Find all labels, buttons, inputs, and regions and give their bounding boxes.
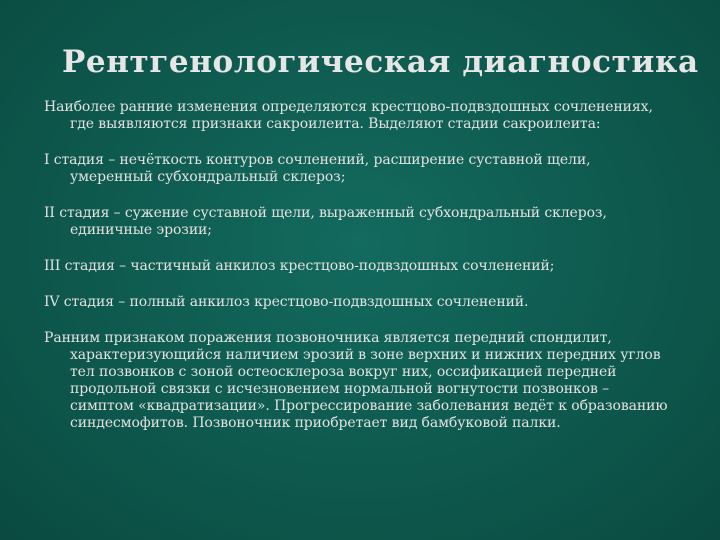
slide-title: Рентгенологическая диагностика <box>62 44 699 80</box>
paragraph-stage-3: III стадия – частичный анкилоз крестцово-подвздошных сочленений; <box>44 258 555 274</box>
slide-body <box>44 99 674 432</box>
paragraph-stage-2: II стадия – сужение суставной щели, выраженный субхондральный склероз, единичные эрозии; <box>44 205 607 238</box>
paragraph-stage-4: IV стадия – полный анкилоз крестцово-подвздошных сочленений. <box>44 294 529 310</box>
paragraph-intro: Наиболее ранние изменения определяются крестцово-подвздошных сочленениях, где выявляются признаки сакроилеита. Выделяют стадии сакроилеита: <box>44 99 653 132</box>
paragraph-stage-1: I стадия – нечёткость контуров сочленений, расширение суставной щели, умеренный субхондральный склероз; <box>44 152 591 185</box>
paragraph-spondylitis: Ранним признаком поражения позвоночника является передний спондилит, характеризующийся наличием эрозий в зоне верхних и нижних передних углов тел позвонков с зоной остеосклероза вокруг них, оссификацией передней продольной связки с исчезновением нормальной вогнутости позвонков – симптом «квадратизации». Прогрессирование заболевания ведёт к образованию синдесмофитов. Позвоночник приобретает вид бамбуковой палки. <box>44 330 668 431</box>
